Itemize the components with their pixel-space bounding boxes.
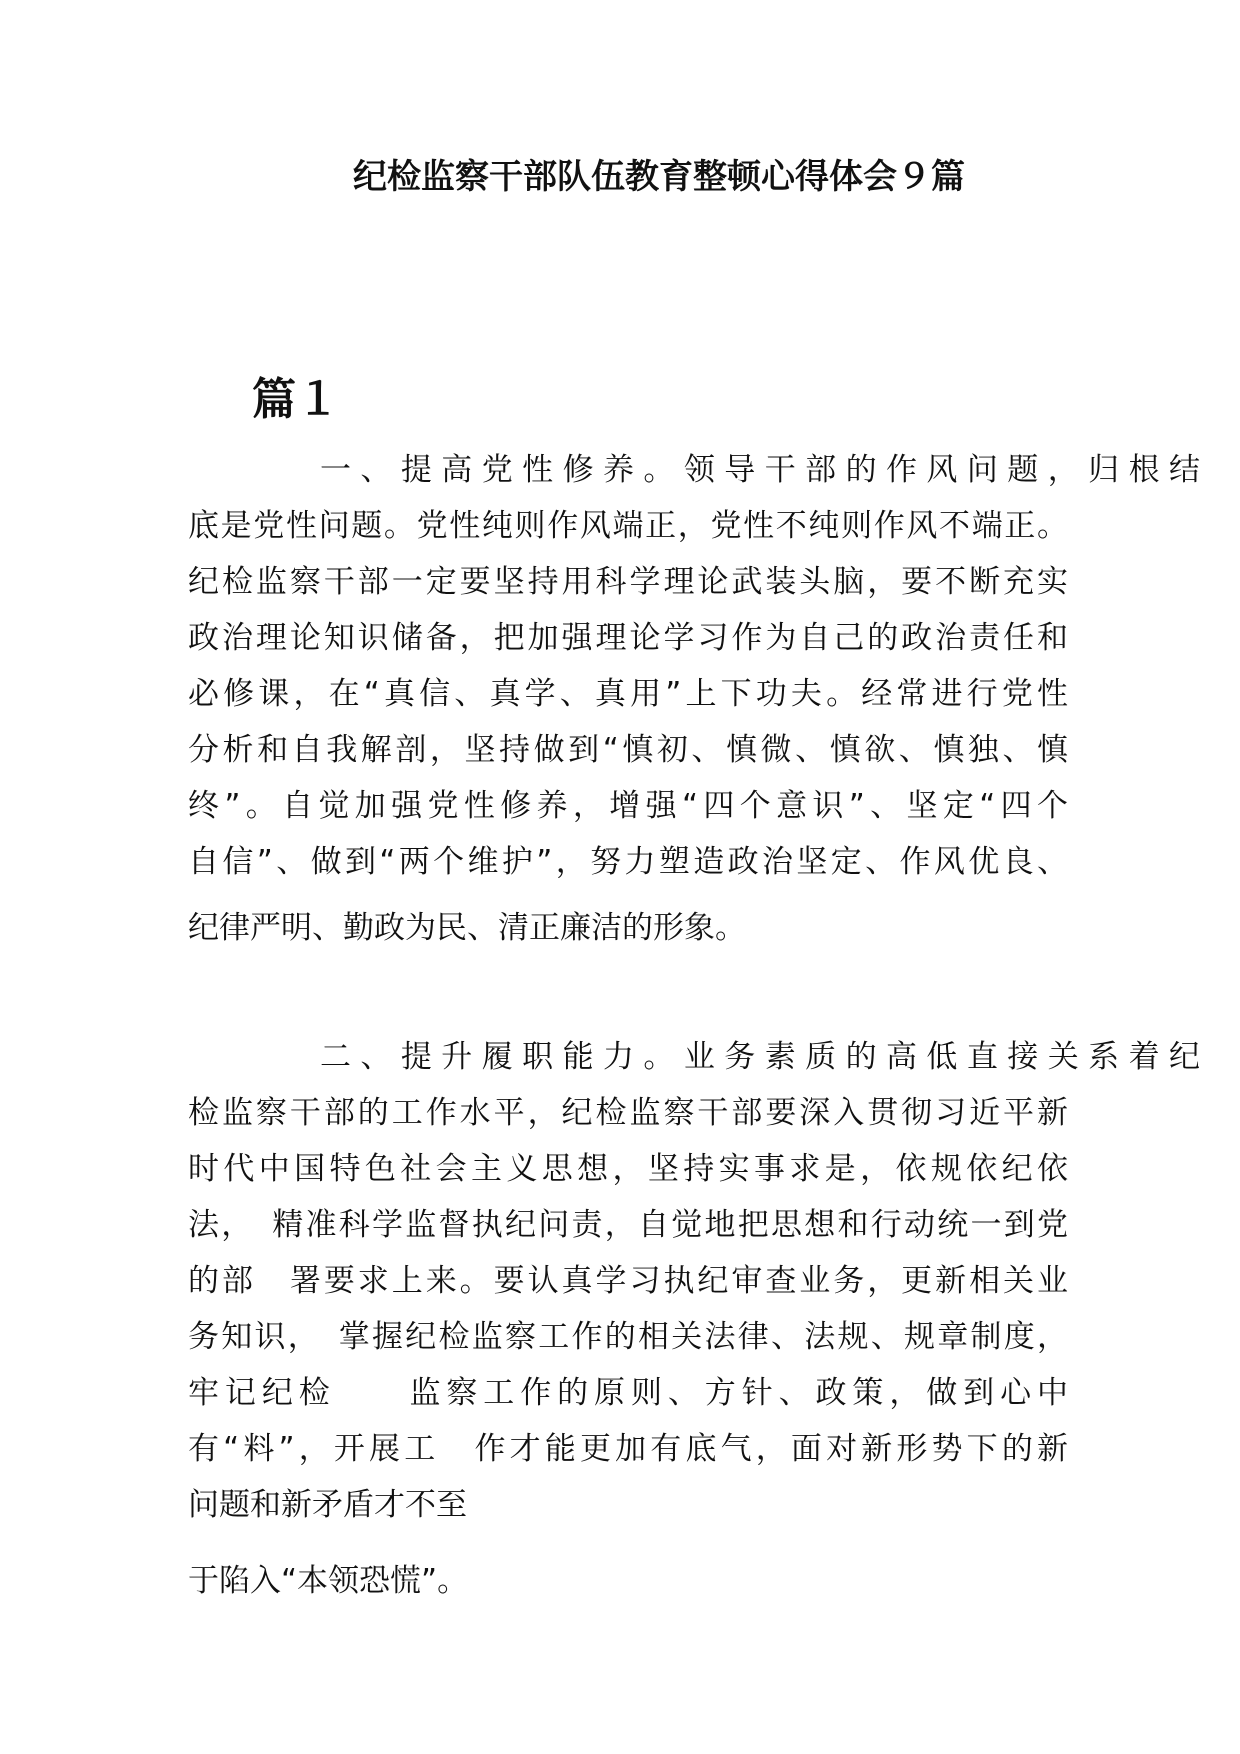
section-heading: 篇１ [252,374,340,425]
paragraph-line: 自信”、做到“两个维护”，努力塑造政治坚定、作风优良、 [188,844,1068,880]
paragraph-line: 底是党性问题。党性纯则作风端正，党性不纯则作风不端正。 [188,508,1068,544]
paragraph-line: 牢记纪检 监察工作的原则、方针、政策，做到心中 [188,1375,1068,1411]
paragraph-line: 时代中国特色社会主义思想，坚持实事求是，依规依纪依 [188,1151,1068,1187]
paragraph-1 [188,442,1200,956]
paragraph-line: 纪律严明、勤政为民、清正廉洁的形象。 [188,910,746,946]
paragraph-line: 有“料”，开展工 作才能更加有底气，面对新形势下的新 [188,1431,1068,1467]
paragraph-line: 一、提高党性修养。领导干部的作风问题，归根结 [320,452,1200,488]
paragraph-line: 问题和新矛盾才不至 [188,1487,467,1523]
paragraph-line: 终”。自觉加强党性修养，增强“四个意识”、坚定“四个 [188,788,1068,824]
paragraph-line: 分析和自我解剖，坚持做到“慎初、慎微、慎欲、慎独、慎 [188,732,1068,768]
document-title: 纪检监察干部队伍教育整顿心得体会９篇 [353,157,965,197]
paragraph-line: 必修课，在“真信、真学、真用”上下功夫。经常进行党性 [188,676,1068,712]
paragraph-line: 二、提升履职能力。业务素质的高低直接关系着纪 [320,1039,1200,1075]
paragraph-2 [188,1029,1200,1609]
paragraph-line: 检监察干部的工作水平，纪检监察干部要深入贯彻习近平新 [188,1095,1068,1131]
paragraph-line: 法， 精准科学监督执纪问责，自觉地把思想和行动统一到党 [188,1207,1068,1243]
paragraph-line: 于陷入“本领恐慌”。 [188,1563,469,1599]
paragraph-line: 务知识， 掌握纪检监察工作的相关法律、法规、规章制度， [188,1319,1068,1355]
paragraph-line: 政治理论知识储备，把加强理论学习作为自己的政治责任和 [188,620,1068,656]
paragraph-line: 纪检监察干部一定要坚持用科学理论武装头脑，要不断充实 [188,564,1068,600]
paragraph-line: 的部 署要求上来。要认真学习执纪审查业务，更新相关业 [188,1263,1068,1299]
